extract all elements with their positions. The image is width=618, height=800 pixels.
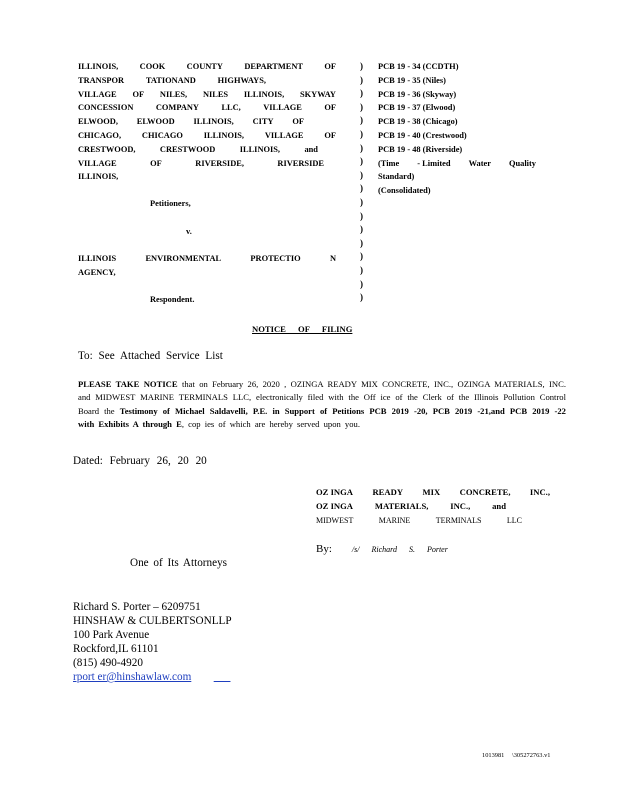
respondent-name-line-2: AGENCY, [78, 268, 116, 277]
case-number: PCB 19 - 38 (Chicago) [378, 117, 458, 127]
case-numbers-block [378, 60, 536, 198]
case-number: PCB 19 - 37 (Elwood) [378, 103, 456, 113]
consolidated-line: (Consolidated) [378, 186, 431, 196]
caption-line: ELWOOD, ELWOOD ILLINOIS, CITY OF [78, 117, 304, 127]
caption-paren: ) [360, 264, 363, 275]
by-signature-line: By: /s/ Richard S. Porter [316, 543, 448, 555]
caption-paren: ) [360, 278, 363, 289]
caption-paren: ) [360, 237, 363, 248]
law-firm: HINSHAW & CULBERTSONLLP [73, 615, 232, 627]
caption-paren: ) [360, 183, 363, 194]
email-link[interactable]: rport er@hinshawlaw.com [73, 671, 192, 683]
caption-paren: ) [360, 61, 363, 71]
caption-line: ILLINOIS, COOK COUNTY DEPARTMENT OF [78, 62, 336, 71]
case-number: PCB 19 - 36 (Skyway) [378, 89, 457, 99]
attorney-address-block [73, 600, 232, 684]
party-line: OZ INGA MATERIALS, INC., and [316, 500, 506, 511]
city-state-zip: Rockford,IL 61101 [73, 643, 159, 655]
caption-paren: ) [360, 224, 363, 235]
caption-line: CHICAGO, CHICAGO ILLINOIS, VILLAGE OF [78, 130, 336, 140]
caption-paren: ) [360, 142, 363, 153]
attorney-name: Richard S. Porter – 6209751 [73, 601, 201, 613]
notice-of-filing-title: NOTICE OF FILING [252, 324, 353, 334]
case-number: PCB 19 - 48 (Riverside) [378, 144, 463, 154]
electronic-signature: /s/ Richard S. Porter [351, 545, 448, 554]
caption-line: CONCESSION COMPANY LLC, VILLAGE OF [78, 103, 336, 113]
phone-number: (815) 490-4920 [73, 657, 143, 669]
caption-paren: ) [360, 88, 363, 99]
caption-line: ILLINOIS, [78, 172, 119, 182]
case-number: PCB 19 - 40 (Crestwood) [378, 130, 467, 140]
respondent-name-line: ILLINOIS ENVIRONMENTAL PROTECTIO N [78, 254, 336, 263]
caption-paren: ) [360, 101, 363, 112]
caption-paren: ) [360, 128, 363, 139]
please-take-notice: PLEASE TAKE NOTICE [78, 379, 178, 389]
caption-paren: ) [360, 169, 363, 180]
caption-paren: ) [360, 292, 363, 303]
notice-body-paragraph: PLEASE TAKE NOTICE that on February 26, 2020 , OZINGA READY MIX CONCRETE, INC., OZINGA MATERIALS, INC. and MIDWEST MARINE TERMINALS LLC, electronically filed with the Off ice of the Clerk of the Illinois Pollution Control Board the Testimony of Michael Saldavelli, P.E. in Support of Petitions PCB 2019 -20, PCB 2019 -21,and PCB 2019 -22 with Exhibits A through E, cop ies of which are hereby served upon you. [78, 379, 566, 430]
party-line: MIDWEST MARINE TERMINALS LLC [316, 515, 522, 525]
caption-paren: ) [360, 251, 363, 262]
attorneys-label: One of Its Attorneys [130, 557, 228, 569]
caption-paren: ) [360, 196, 363, 207]
dated-line: Dated: February 26, 20 20 [73, 455, 207, 467]
street-address: 100 Park Avenue [73, 629, 150, 641]
caption-line: CRESTWOOD, CRESTWOOD ILLINOIS, and [78, 144, 318, 154]
petitioners-label: Petitioners, [150, 199, 191, 208]
caption-parentheses [360, 60, 363, 305]
email-link-underline [214, 671, 231, 683]
case-number: PCB 19 - 34 (CCDTH) [378, 62, 459, 71]
caption-line: TRANSPOR TATIONAND HIGHWAYS, [78, 75, 266, 85]
caption-line: VILLAGE OF NILES, NILES ILLINOIS, SKYWAY [78, 89, 336, 99]
document-id-footer: 1013981 \305272763.v1 [482, 752, 551, 759]
service-list-line: To: See Attached Service List [78, 350, 223, 362]
standard-line: Standard) [378, 172, 415, 182]
testimony-title: Testimony of Michael Saldavelli, P.E. in Support of Petitions PCB 2019 -20, PCB 2019 -21,and PCB 2019 -22 with Exhibits A through E [78, 405, 566, 430]
respondent-label: Respondent. [150, 295, 195, 304]
party-line: OZ INGA READY MIX CONCRETE, INC., [316, 487, 550, 497]
caption-paren: ) [360, 210, 363, 221]
caption-paren: ) [360, 74, 363, 85]
caption-paren: ) [360, 156, 363, 167]
signature-party-block [316, 486, 550, 527]
versus-label: v. [186, 227, 192, 236]
caption-line: VILLAGE OF RIVERSIDE, RIVERSIDE [78, 158, 324, 168]
caption-paren: ) [360, 115, 363, 126]
time-limited-line: (Time - Limited Water Quality [378, 158, 536, 168]
case-number: PCB 19 - 35 (Niles) [378, 75, 446, 85]
caption-petitioners-block [78, 60, 336, 184]
